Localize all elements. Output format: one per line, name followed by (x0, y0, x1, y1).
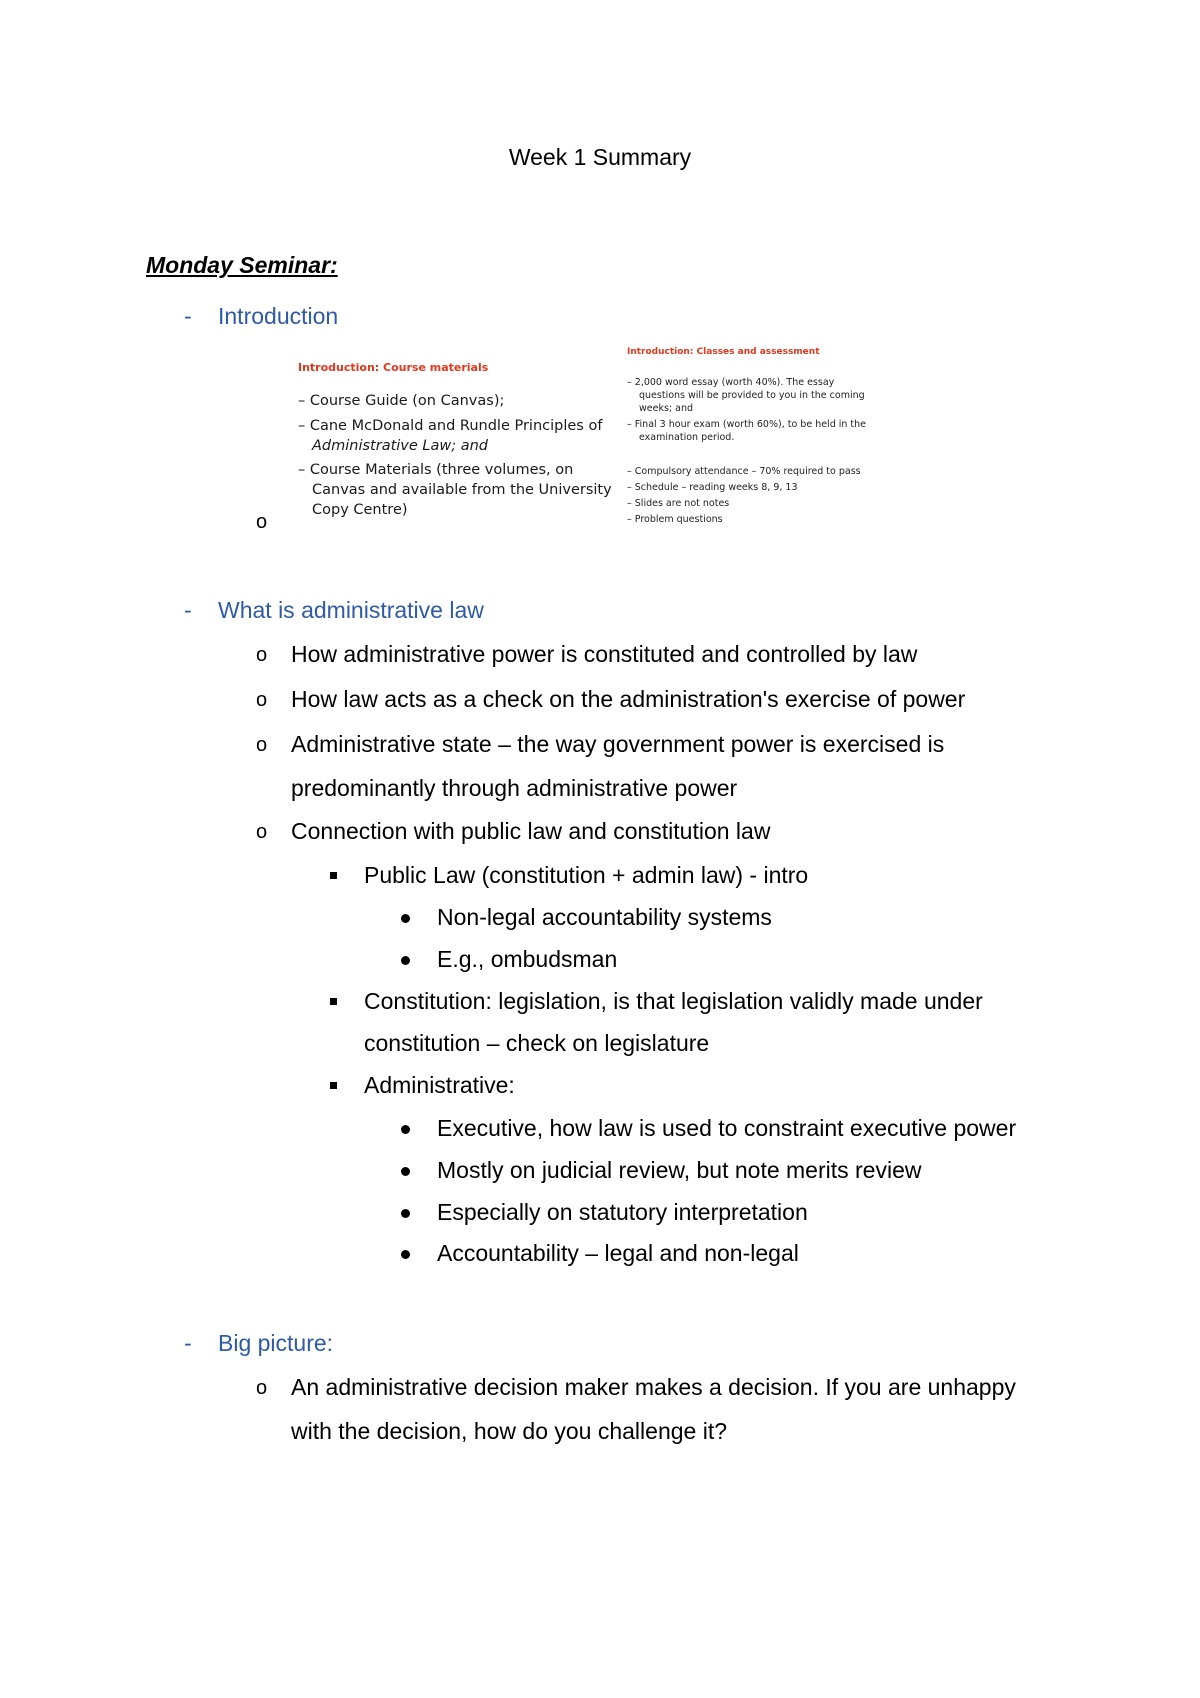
list-item: Constitution: legislation, is that legislation validly made under (364, 988, 983, 1014)
slide-line: – Schedule – reading weeks 8, 9, 13 (627, 482, 798, 493)
slide-line: – 2,000 word essay (worth 40%). The essay (627, 377, 835, 388)
slide-line: Canvas and available from the University (312, 482, 612, 498)
slide-line: examination period. (639, 432, 735, 443)
list-item-continuation: constitution – check on legislature (364, 1030, 710, 1056)
list-item: Administrative: (364, 1072, 515, 1098)
section-heading: Monday Seminar: (146, 252, 338, 278)
slide-line: – Compulsory attendance – 70% required to pass (627, 466, 861, 477)
document-title: Week 1 Summary (508, 144, 692, 170)
square-bullet (330, 998, 337, 1005)
list-item: How administrative power is constituted and controlled by law (291, 641, 918, 667)
slide-title: Introduction: Classes and assessment (627, 347, 820, 357)
dash-marker: - (184, 1330, 192, 1356)
slide-line: – Course Guide (on Canvas); (298, 393, 505, 409)
slide-line: Administrative Law; and (312, 438, 489, 454)
slide-line: Copy Centre) (312, 502, 408, 518)
round-bullet (401, 1209, 410, 1218)
circle-bullet: o (256, 644, 268, 666)
list-item-continuation: predominantly through administrative power (291, 775, 738, 801)
list-item: Public Law (constitution + admin law) - intro (364, 862, 809, 888)
circle-bullet: o (256, 1377, 268, 1399)
list-item: Especially on statutory interpretation (437, 1199, 808, 1225)
slide-course-materials (290, 355, 620, 525)
what-is-admin-law-label: What is administrative law (218, 597, 484, 623)
slide-line: – Final 3 hour exam (worth 60%), to be held in the (627, 419, 867, 430)
list-item: How law acts as a check on the administration's exercise of power (291, 686, 966, 712)
list-item: Executive, how law is used to constraint executive power (437, 1115, 1017, 1141)
dash-marker: - (184, 597, 192, 623)
round-bullet (401, 1125, 410, 1134)
round-bullet (401, 956, 410, 965)
dash-marker: - (184, 303, 192, 329)
slide-line: – Cane McDonald and Rundle Principles of (298, 418, 603, 434)
slide-line: – Course Materials (three volumes, on (298, 462, 574, 478)
list-item: E.g., ombudsman (437, 946, 618, 972)
list-item: Mostly on judicial review, but note merits review (437, 1157, 922, 1183)
list-item: Connection with public law and constitution law (291, 818, 771, 844)
introduction-label: Introduction (218, 303, 339, 329)
slide-title: Introduction: Course materials (298, 361, 489, 374)
list-item-continuation: with the decision, how do you challenge it? (291, 1418, 728, 1444)
circle-bullet: o (256, 734, 268, 756)
slide-line: – Slides are not notes (627, 498, 730, 509)
slide-line: questions will be provided to you in the coming (639, 390, 865, 401)
circle-bullet: o (256, 689, 268, 711)
square-bullet (330, 872, 337, 879)
round-bullet (401, 914, 410, 923)
list-item: An administrative decision maker makes a decision. If you are unhappy (291, 1374, 1016, 1400)
round-bullet (401, 1167, 410, 1176)
list-item: Administrative state – the way government power is exercised is (291, 731, 945, 757)
list-item: Accountability – legal and non-legal (437, 1240, 799, 1266)
slide-line: weeks; and (639, 403, 694, 414)
circle-bullet: o (256, 821, 268, 843)
big-picture-label: Big picture: (218, 1330, 334, 1356)
circle-bullet: o (256, 511, 268, 533)
slide-line: – Problem questions (627, 514, 723, 525)
round-bullet (401, 1250, 410, 1259)
square-bullet (330, 1082, 337, 1089)
slide-classes-assessment (625, 343, 895, 525)
list-item: Non-legal accountability systems (437, 904, 772, 930)
